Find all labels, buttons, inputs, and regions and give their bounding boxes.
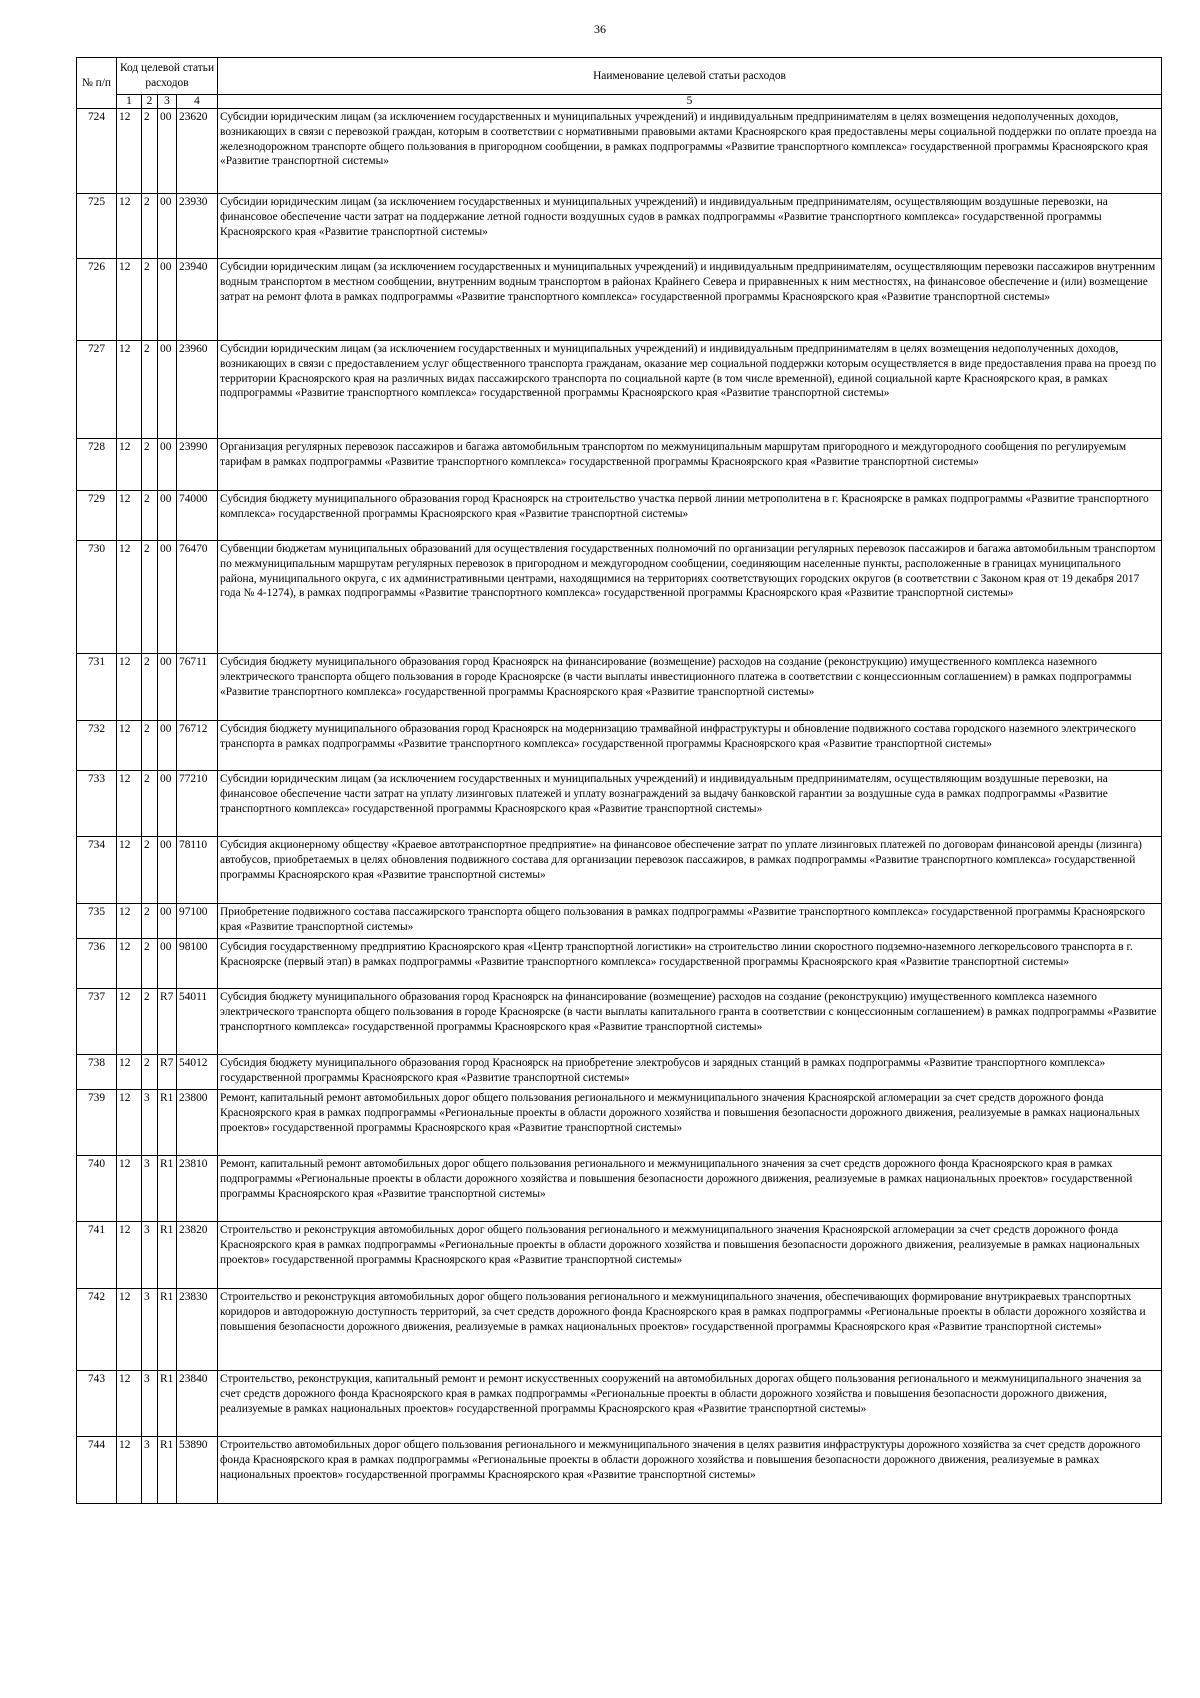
row-number-cell: 736 — [77, 939, 117, 989]
header-col-2: 2 — [142, 95, 158, 109]
table-row — [77, 341, 1162, 439]
code-part-2-cell: 2 — [142, 109, 158, 194]
code-part-1-cell: 12 — [117, 989, 142, 1055]
header-num: № п/п — [77, 58, 117, 109]
description-cell: Субсидия государственному предприятию Красноярского края «Центр транспортной логистики» на строительство линии скоростного подземно-наземного легкорельсового транспорта в г. Красноярске (первый этап) в рамках подпрограммы «Развитие транспортного комплекса» государственной программы Красноярского края «Развитие транспортной системы» — [218, 939, 1162, 989]
description-cell: Субсидии юридическим лицам (за исключением государственных и муниципальных учреждений) и индивидуальным предпринимателям в целях возмещения недополученных доходов, возникающих в связи с перевозкой граждан, которым в соответствии с нормативными правовыми актами Красноярского края предоставлены меры социальной поддержки по оплате проезда на железнодорожном транспорте общего пользования в пригородном сообщении, в рамках подпрограммы «Развитие транспортного комплекса» государственной программы Красноярского края «Развитие транспортной системы» — [218, 109, 1162, 194]
table-row — [77, 541, 1162, 654]
code-part-3-cell: R7 — [158, 1055, 177, 1090]
header-col-5: 5 — [218, 95, 1162, 109]
table-row — [77, 1055, 1162, 1090]
code-part-1-cell: 12 — [117, 1090, 142, 1156]
description-cell: Строительство автомобильных дорог общего пользования регионального и межмуниципального значения в целях развития инфраструктуры дорожного хозяйства за счет средств дорожного фонда Красноярского края в рамках подпрограммы «Региональные проекты в области дорожного хозяйства и повышения безопасности дорожного движения, реализуемые в рамках национальных проектов» государственной программы Красноярского края «Развитие транспортной системы» — [218, 1437, 1162, 1504]
table-row — [77, 771, 1162, 837]
code-part-1-cell: 12 — [117, 1437, 142, 1504]
code-part-1-cell: 12 — [117, 1156, 142, 1222]
row-number-cell: 741 — [77, 1222, 117, 1289]
table-row — [77, 989, 1162, 1055]
description-cell: Ремонт, капитальный ремонт автомобильных дорог общего пользования регионального и межмуниципального значения за счет средств дорожного фонда Красноярского края в рамках подпрограммы «Региональные проекты в области дорожного хозяйства и повышения безопасности дорожного движения, реализуемые в рамках национальных проектов» государственной программы Красноярского края «Развитие транспортной системы» — [218, 1156, 1162, 1222]
code-part-4-cell: 23620 — [177, 109, 218, 194]
code-part-3-cell: 00 — [158, 904, 177, 939]
code-part-2-cell: 2 — [142, 989, 158, 1055]
code-part-1-cell: 12 — [117, 439, 142, 491]
code-part-3-cell: R1 — [158, 1371, 177, 1437]
table-row — [77, 721, 1162, 771]
code-part-2-cell: 2 — [142, 439, 158, 491]
description-cell: Организация регулярных перевозок пассажиров и багажа автомобильным транспортом по межмуниципальным маршрутам пригородного и междугородного сообщения по регулируемым тарифам в рамках подпрограммы «Развитие транспортного комплекса» государственной программы Красноярского края «Развитие транспортной системы» — [218, 439, 1162, 491]
table-row — [77, 1090, 1162, 1156]
description-cell: Субсидия бюджету муниципального образования город Красноярск на финансирование (возмещение) расходов на создание (реконструкцию) имущественного комплекса наземного электрического транспорта общего пользования в городе Красноярске (в части выплаты инвестиционного платежа в соответствии с концессионным соглашением) в рамках подпрограммы «Развитие транспортного комплекса» государственной программы Красноярского края «Развитие транспортной системы» — [218, 654, 1162, 721]
row-number-cell: 735 — [77, 904, 117, 939]
code-part-1-cell: 12 — [117, 1289, 142, 1371]
code-part-1-cell: 12 — [117, 721, 142, 771]
row-number-cell: 725 — [77, 194, 117, 259]
row-number-cell: 728 — [77, 439, 117, 491]
code-part-3-cell: 00 — [158, 194, 177, 259]
header-col-1: 1 — [117, 95, 142, 109]
table-row — [77, 837, 1162, 904]
table-row — [77, 939, 1162, 989]
description-cell: Строительство, реконструкция, капитальный ремонт и ремонт искусственных сооружений на автомобильных дорогах общего пользования регионального и межмуниципального значения за счет средств дорожного фонда Красноярского края в рамках подпрограммы «Региональные проекты в области дорожного хозяйства и повышения безопасности дорожного движения, реализуемые в рамках национальных проектов» государственной программы Красноярского края «Развитие транспортной системы» — [218, 1371, 1162, 1437]
description-cell: Субвенции бюджетам муниципальных образований для осуществления государственных полномочий по организации регулярных перевозок пассажиров и багажа автомобильным транспортом по межмуниципальным маршрутам регулярных перевозок в пригородном и междугородном сообщении, соединяющим населенные пункты, расположенные в границах муниципального района, муниципального округа, с их административными центрами, находящимися на территориях соответствующих городских округов (в соответствии с Законом края от 19 декабря 2017 года № 4-1274), в рамках подпрограммы «Развитие транспортного комплекса» государственной программы Красноярского края «Развитие транспортной системы» — [218, 541, 1162, 654]
code-part-4-cell: 23930 — [177, 194, 218, 259]
code-part-3-cell: 00 — [158, 541, 177, 654]
description-cell: Субсидии юридическим лицам (за исключением государственных и муниципальных учреждений) и индивидуальным предпринимателям, осуществляющим воздушные перевозки, на финансовое обеспечение части затрат на поддержание летной годности воздушных судов в рамках подпрограммы «Развитие транспортного комплекса» государственной программы Красноярского края «Развитие транспортной системы» — [218, 194, 1162, 259]
code-part-2-cell: 3 — [142, 1437, 158, 1504]
row-number-cell: 738 — [77, 1055, 117, 1090]
code-part-1-cell: 12 — [117, 939, 142, 989]
code-part-3-cell: R1 — [158, 1289, 177, 1371]
row-number-cell: 729 — [77, 491, 117, 541]
code-part-1-cell: 12 — [117, 654, 142, 721]
code-part-4-cell: 23800 — [177, 1090, 218, 1156]
row-number-cell: 726 — [77, 259, 117, 341]
code-part-3-cell: 00 — [158, 654, 177, 721]
row-number-cell: 733 — [77, 771, 117, 837]
header-col-4: 4 — [177, 95, 218, 109]
table-row — [77, 654, 1162, 721]
code-part-1-cell: 12 — [117, 1222, 142, 1289]
code-part-1-cell: 12 — [117, 194, 142, 259]
description-cell: Строительство и реконструкция автомобильных дорог общего пользования регионального и межмуниципального значения, обеспечивающих формирование внутрикраевых транспортных коридоров и автодорожную доступность территорий, за счет средств дорожного фонда Красноярского края в рамках подпрограммы «Региональные проекты в области дорожного хозяйства и повышения безопасности дорожного движения, реализуемые в рамках национальных проектов» государственной программы Красноярского края «Развитие транспортной системы» — [218, 1289, 1162, 1371]
code-part-1-cell: 12 — [117, 904, 142, 939]
code-part-4-cell: 53890 — [177, 1437, 218, 1504]
code-part-1-cell: 12 — [117, 1371, 142, 1437]
table-row — [77, 439, 1162, 491]
code-part-1-cell: 12 — [117, 541, 142, 654]
code-part-1-cell: 12 — [117, 341, 142, 439]
description-cell: Субсидии юридическим лицам (за исключением государственных и муниципальных учреждений) и индивидуальным предпринимателям, осуществляющим перевозки пассажиров внутренним водным транспортом в местном сообщении, внутренним водным транспортом в районах Крайнего Севера и приравненных к ним местностях, на финансовое обеспечение и (или) возмещение затрат на ремонт флота в рамках подпрограммы «Развитие транспортного комплекса» государственной программы Красноярского края «Развитие транспортной системы» — [218, 259, 1162, 341]
code-part-3-cell: 00 — [158, 341, 177, 439]
code-part-3-cell: R1 — [158, 1222, 177, 1289]
description-cell: Субсидии юридическим лицам (за исключением государственных и муниципальных учреждений) и индивидуальным предпринимателям, осуществляющим воздушные перевозки, на финансовое обеспечение части затрат на уплату лизинговых платежей и уплату вознаграждений за выдачу банковской гарантии за воздушные суда в рамках подпрограммы «Развитие транспортного комплекса» государственной программы Красноярского края «Развитие транспортной системы» — [218, 771, 1162, 837]
code-part-2-cell: 2 — [142, 837, 158, 904]
code-part-3-cell: R1 — [158, 1156, 177, 1222]
code-part-2-cell: 2 — [142, 491, 158, 541]
header-code-group: Код целевой статьи расходов — [117, 58, 218, 95]
code-part-3-cell: 00 — [158, 771, 177, 837]
code-part-2-cell: 2 — [142, 904, 158, 939]
code-part-4-cell: 23990 — [177, 439, 218, 491]
table-row — [77, 109, 1162, 194]
code-part-2-cell: 2 — [142, 721, 158, 771]
description-cell: Субсидия бюджету муниципального образования город Красноярск на строительство участка первой линии метрополитена в г. Красноярске в рамках подпрограммы «Развитие транспортного комплекса» государственной программы Красноярского края «Развитие транспортной системы» — [218, 491, 1162, 541]
budget-table — [76, 57, 1162, 1504]
code-part-3-cell: 00 — [158, 939, 177, 989]
code-part-4-cell: 23820 — [177, 1222, 218, 1289]
code-part-4-cell: 74000 — [177, 491, 218, 541]
code-part-4-cell: 23840 — [177, 1371, 218, 1437]
code-part-3-cell: R1 — [158, 1090, 177, 1156]
table-row — [77, 1222, 1162, 1289]
table-row — [77, 1371, 1162, 1437]
code-part-2-cell: 2 — [142, 939, 158, 989]
header-name: Наименование целевой статьи расходов — [218, 58, 1162, 95]
table-row — [77, 491, 1162, 541]
code-part-1-cell: 12 — [117, 259, 142, 341]
row-number-cell: 730 — [77, 541, 117, 654]
code-part-3-cell: 00 — [158, 491, 177, 541]
code-part-2-cell: 2 — [142, 541, 158, 654]
code-part-2-cell: 3 — [142, 1156, 158, 1222]
code-part-1-cell: 12 — [117, 771, 142, 837]
code-part-4-cell: 76711 — [177, 654, 218, 721]
code-part-4-cell: 97100 — [177, 904, 218, 939]
code-part-4-cell: 77210 — [177, 771, 218, 837]
code-part-3-cell: 00 — [158, 439, 177, 491]
row-number-cell: 732 — [77, 721, 117, 771]
row-number-cell: 727 — [77, 341, 117, 439]
table-row — [77, 904, 1162, 939]
code-part-1-cell: 12 — [117, 837, 142, 904]
row-number-cell: 731 — [77, 654, 117, 721]
row-number-cell: 739 — [77, 1090, 117, 1156]
description-cell: Субсидии юридическим лицам (за исключением государственных и муниципальных учреждений) и индивидуальным предпринимателям в целях возмещения недополученных доходов, возникающих в связи с предоставлением услуг общественного транспорта гражданам, оказание мер социальной поддержки которым осуществляется в виде предоставления права на проезд по территории Красноярского края на различных видах пассажирского транспорта по социальной карте (в том числе временной), единой социальной карте Красноярского края, в рамках подпрограммы «Развитие транспортного комплекса» государственной программы Красноярского края «Развитие транспортной системы» — [218, 341, 1162, 439]
code-part-4-cell: 76712 — [177, 721, 218, 771]
code-part-4-cell: 23960 — [177, 341, 218, 439]
code-part-2-cell: 2 — [142, 771, 158, 837]
code-part-4-cell: 54012 — [177, 1055, 218, 1090]
code-part-2-cell: 3 — [142, 1371, 158, 1437]
table-row — [77, 259, 1162, 341]
description-cell: Субсидия бюджету муниципального образования город Красноярск на приобретение электробусов и зарядных станций в рамках подпрограммы «Развитие транспортного комплекса» государственной программы Красноярского края «Развитие транспортной системы» — [218, 1055, 1162, 1090]
description-cell: Строительство и реконструкция автомобильных дорог общего пользования регионального и межмуниципального значения Красноярской агломерации за счет средств дорожного фонда Красноярского края в рамках подпрограммы «Региональные проекты в области дорожного хозяйства и повышения безопасности дорожного движения, реализуемые в рамках национальных проектов» государственной программы Красноярского края «Развитие транспортной системы» — [218, 1222, 1162, 1289]
code-part-2-cell: 2 — [142, 1055, 158, 1090]
code-part-2-cell: 2 — [142, 654, 158, 721]
code-part-2-cell: 2 — [142, 259, 158, 341]
description-cell: Субсидия бюджету муниципального образования город Красноярск на модернизацию трамвайной инфраструктуры и обновление подвижного состава городского наземного электрического транспорта в рамках подпрограммы «Развитие транспортного комплекса» государственной программы Красноярского края «Развитие транспортной системы» — [218, 721, 1162, 771]
description-cell: Субсидия акционерному обществу «Краевое автотранспортное предприятие» на финансовое обеспечение затрат по уплате лизинговых платежей по договорам финансовой аренды (лизинга) автобусов, приобретаемых в целях обновления подвижного состава для организации перевозок пассажиров, в рамках подпрограммы «Развитие транспортного комплекса» государственной программы Красноярского края «Развитие транспортной системы» — [218, 837, 1162, 904]
table-row — [77, 1289, 1162, 1371]
code-part-4-cell: 23810 — [177, 1156, 218, 1222]
description-cell: Приобретение подвижного состава пассажирского транспорта общего пользования в рамках подпрограммы «Развитие транспортного комплекса» государственной программы Красноярского края «Развитие транспортной системы» — [218, 904, 1162, 939]
code-part-4-cell: 76470 — [177, 541, 218, 654]
table-body — [77, 109, 1162, 1504]
code-part-3-cell: R7 — [158, 989, 177, 1055]
row-number-cell: 737 — [77, 989, 117, 1055]
row-number-cell: 740 — [77, 1156, 117, 1222]
row-number-cell: 744 — [77, 1437, 117, 1504]
code-part-1-cell: 12 — [117, 491, 142, 541]
code-part-4-cell: 54011 — [177, 989, 218, 1055]
code-part-3-cell: 00 — [158, 837, 177, 904]
code-part-3-cell: 00 — [158, 259, 177, 341]
table-header — [77, 58, 1162, 109]
description-cell: Ремонт, капитальный ремонт автомобильных дорог общего пользования регионального и межмуниципального значения Красноярской агломерации за счет средств дорожного фонда Красноярского края в рамках подпрограммы «Региональные проекты в области дорожного хозяйства и повышения безопасности дорожного движения, реализуемые в рамках национальных проектов» государственной программы Красноярского края «Развитие транспортной системы» — [218, 1090, 1162, 1156]
row-number-cell: 734 — [77, 837, 117, 904]
code-part-2-cell: 3 — [142, 1090, 158, 1156]
code-part-3-cell: R1 — [158, 1437, 177, 1504]
code-part-3-cell: 00 — [158, 109, 177, 194]
code-part-4-cell: 98100 — [177, 939, 218, 989]
code-part-1-cell: 12 — [117, 1055, 142, 1090]
code-part-4-cell: 78110 — [177, 837, 218, 904]
code-part-2-cell: 2 — [142, 341, 158, 439]
code-part-2-cell: 2 — [142, 194, 158, 259]
description-cell: Субсидия бюджету муниципального образования город Красноярск на финансирование (возмещение) расходов на создание (реконструкцию) имущественного комплекса наземного электрического транспорта общего пользования в городе Красноярске (в части выплаты капитального гранта в соответствии с концессионным соглашением) в рамках подпрограммы «Развитие транспортного комплекса» государственной программы Красноярского края «Развитие транспортной системы» — [218, 989, 1162, 1055]
row-number-cell: 743 — [77, 1371, 117, 1437]
code-part-1-cell: 12 — [117, 109, 142, 194]
page-number: 36 — [594, 22, 606, 36]
code-part-4-cell: 23940 — [177, 259, 218, 341]
header-col-3: 3 — [158, 95, 177, 109]
code-part-2-cell: 3 — [142, 1222, 158, 1289]
code-part-4-cell: 23830 — [177, 1289, 218, 1371]
code-part-2-cell: 3 — [142, 1289, 158, 1371]
table-row — [77, 194, 1162, 259]
table-row — [77, 1156, 1162, 1222]
row-number-cell: 724 — [77, 109, 117, 194]
row-number-cell: 742 — [77, 1289, 117, 1371]
table-row — [77, 1437, 1162, 1504]
code-part-3-cell: 00 — [158, 721, 177, 771]
